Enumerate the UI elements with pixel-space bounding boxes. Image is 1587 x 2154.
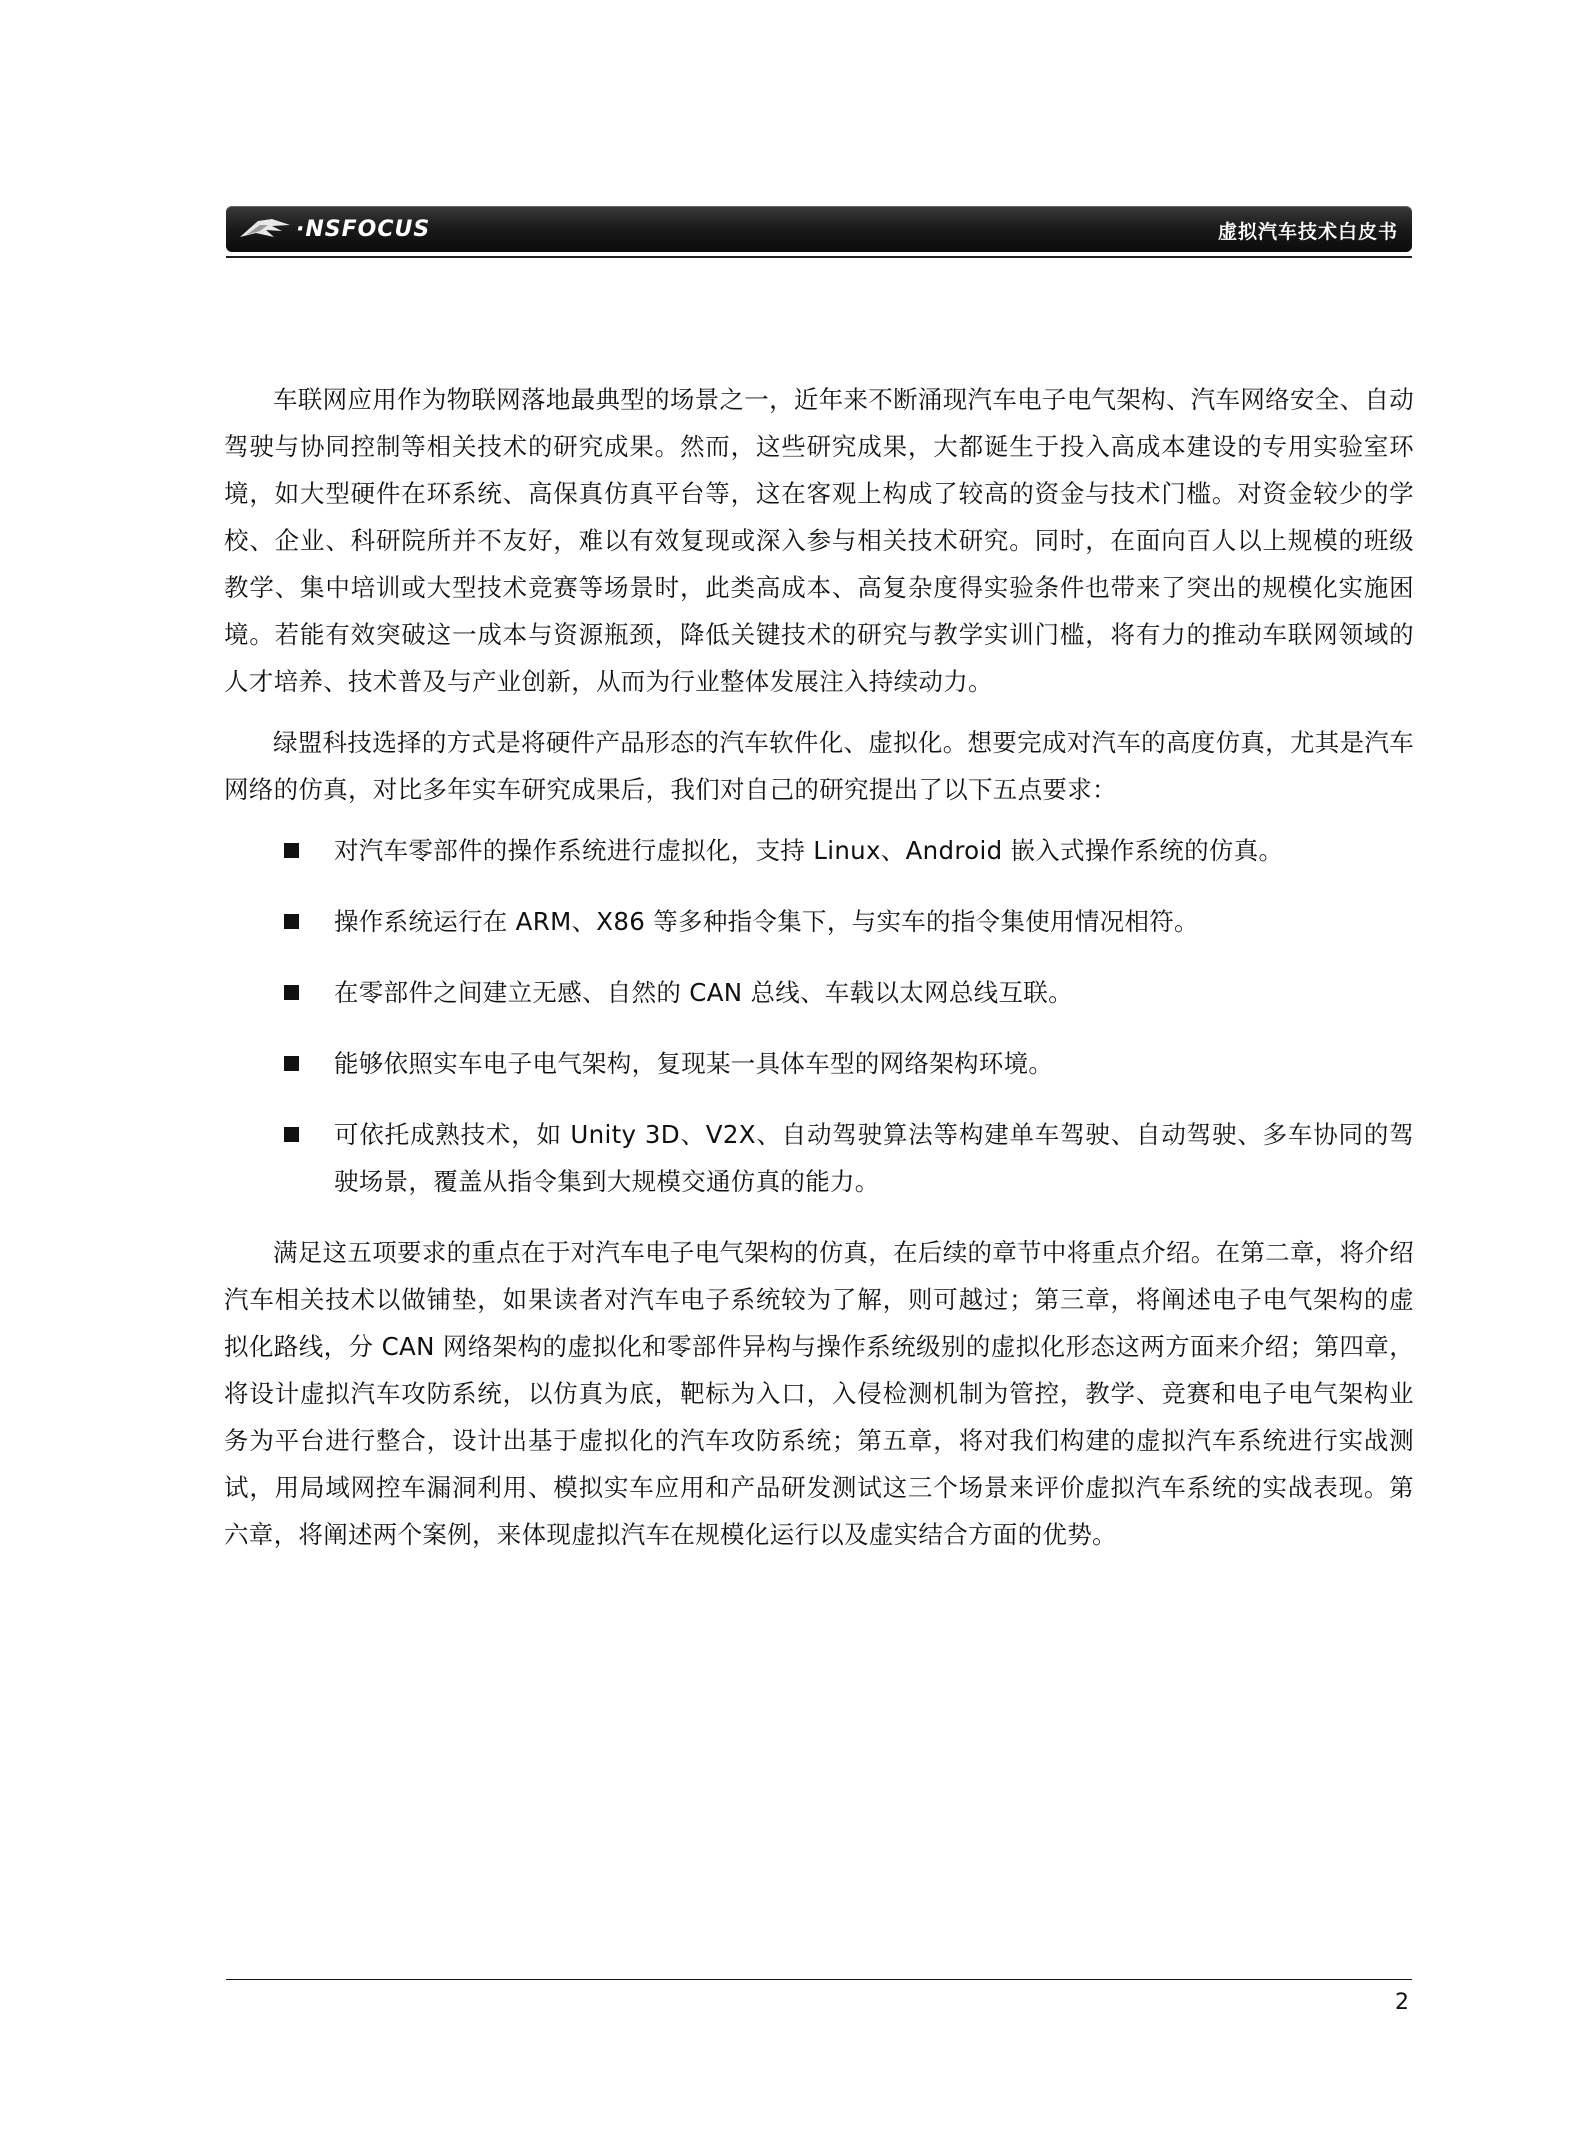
paragraph-chapter-overview: 满足这五项要求的重点在于对汽车电子电气架构的仿真，在后续的章节中将重点介绍。在第二章，将介绍汽车相关技术以做铺垫，如果读者对汽车电子系统较为了解，则可越过；第三章，将阐述电子电气架构的虚拟化路线，分 CAN 网络架构的虚拟化和零部件异构与操作系统级别的虚拟化形态这两方面来介绍；第四章，将设计虚拟汽车攻防系统，以仿真为底，靶标为入口，入侵检测机制为管控，教学、竞赛和电子电气架构业务为平台进行整合，设计出基于虚拟化的汽车攻防系统；第五章，将对我们构建的虚拟汽车系统进行实战测试，用局域网控车漏洞利用、模拟实车应用和产品研发测试这三个场景来评价虚拟汽车系统的实战表现。第六章，将阐述两个案例，来体现虚拟汽车在规模化运行以及虚实结合方面的优势。 — [224, 1238, 1414, 1549]
square-bullet-icon — [284, 914, 299, 929]
list-item-text: 在零部件之间建立无感、自然的 CAN 总线、车载以太网总线互联。 — [334, 978, 1073, 1007]
page-content — [224, 376, 1414, 1572]
list-item — [224, 1111, 1414, 1205]
list-item — [224, 827, 1414, 874]
square-bullet-icon — [284, 1127, 299, 1142]
square-bullet-icon — [284, 985, 299, 1000]
list-item-text: 能够依照实车电子电气架构，复现某一具体车型的网络架构环境。 — [334, 1049, 1054, 1078]
list-item-text: 操作系统运行在 ARM、X86 等多种指令集下，与实车的指令集使用情况相符。 — [334, 907, 1199, 936]
list-item — [224, 898, 1414, 945]
header-bar — [226, 206, 1412, 252]
list-item — [224, 1040, 1414, 1087]
paragraph-intro: 车联网应用作为物联网落地最典型的场景之一，近年来不断涌现汽车电子电气架构、汽车网络安全、自动驾驶与协同控制等相关技术的研究成果。然而，这些研究成果，大都诞生于投入高成本建设的专用实验室环境，如大型硬件在环系统、高保真仿真平台等，这在客观上构成了较高的资金与技术门槛。对资金较少的学校、企业、科研院所并不友好，难以有效复现或深入参与相关技术研究。同时，在面向百人以上规模的班级教学、集中培训或大型技术竞赛等场景时，此类高成本、高复杂度得实验条件也带来了突出的规模化实施困境。若能有效突破这一成本与资源瓶颈，降低关键技术的研究与教学实训门槛，将有力的推动车联网领域的人才培养、技术普及与产业创新，从而为行业整体发展注入持续动力。 — [224, 385, 1414, 696]
square-bullet-icon — [284, 1056, 299, 1071]
square-bullet-icon — [284, 843, 299, 858]
page-number: 2 — [1395, 1990, 1409, 2015]
footer-divider — [226, 1979, 1412, 1980]
nsfocus-logo — [238, 214, 430, 244]
header-divider — [226, 256, 1412, 258]
paragraph-approach: 绿盟科技选择的方式是将硬件产品形态的汽车软件化、虚拟化。想要完成对汽车的高度仿真，尤其是汽车网络的仿真，对比多年实车研究成果后，我们对自己的研究提出了以下五点要求： — [224, 728, 1414, 804]
document-title: 虚拟汽车技术白皮书 — [1217, 221, 1398, 243]
list-item-text: 可依托成熟技术，如 Unity 3D、V2X、自动驾驶算法等构建单车驾驶、自动驾驶、多车协同的驾驶场景，覆盖从指令集到大规模交通仿真的能力。 — [334, 1120, 1414, 1196]
eagle-logo-icon — [238, 215, 292, 243]
page-header — [226, 206, 1412, 260]
list-item-text: 对汽车零部件的操作系统进行虚拟化，支持 Linux、Android 嵌入式操作系统的仿真。 — [334, 836, 1284, 865]
requirements-list — [224, 827, 1414, 1205]
logo-text: ·NSFOCUS — [296, 216, 431, 242]
list-item — [224, 969, 1414, 1016]
